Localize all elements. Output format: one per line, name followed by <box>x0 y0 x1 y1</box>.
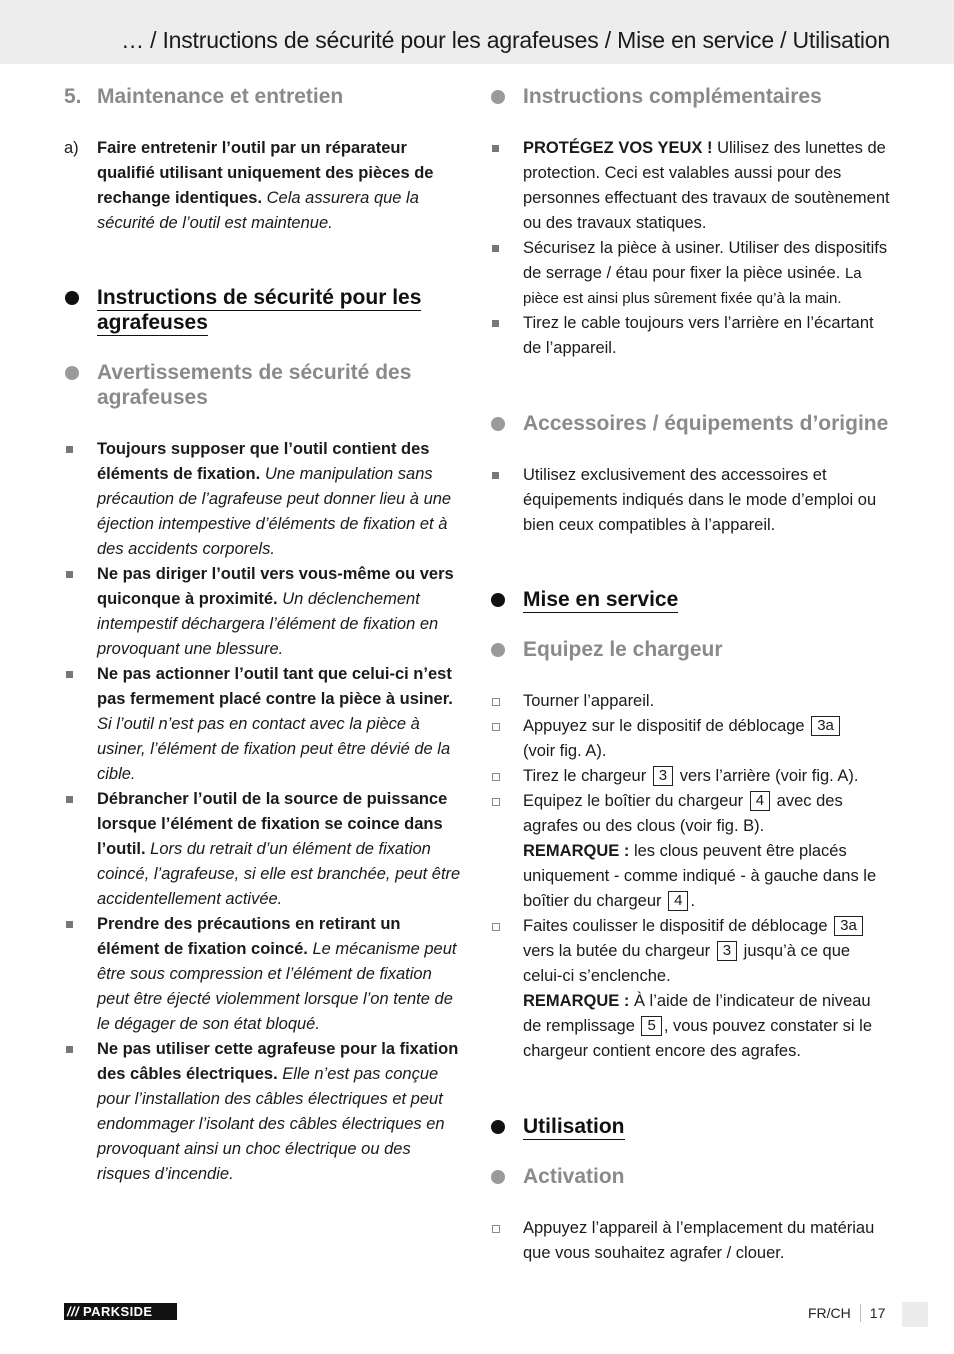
part-ref: 5 <box>641 1016 661 1036</box>
section-charger-title: Equipez le chargeur <box>490 637 890 662</box>
list-item: Débrancher l’outil de la source de puissance lorsque l’élément de fixation se coince dans l’outil. Lors du retrait d’un élément de fixation coincé, l’agrafeuse, si elle est branchée, peut être accidentellement activée. <box>64 787 464 912</box>
list-item: Toujours supposer que l’outil contient des éléments de fixation. Une manipulation sans précaution de l’agrafeuse peut donner lieu à une éjection intempestive d’éléments de fixation et à des accidents corporels. <box>64 437 464 562</box>
section-service-title: Mise en service <box>490 587 890 612</box>
right-column <box>490 84 890 1266</box>
charger-steps <box>490 689 890 1064</box>
list-item: Sécurisez la pièce à usiner. Utiliser des dispositifs de serrage / étau pour fixer la pièce usinée. La pièce est ainsi plus sûrement fixée qu’à la main. <box>490 236 890 311</box>
language-code: FR/CH <box>808 1305 851 1321</box>
section-maintenance-title: 5. Maintenance et entretien <box>64 85 344 108</box>
list-item: Ne pas actionner l’outil tant que celui-ci n’est pas fermement placé contre la pièce à usiner. Si l’outil n’est pas en contact avec la pièce à usiner, l’élément de fixation peut être dévié de la cible. <box>64 662 464 787</box>
accessories-list <box>490 463 890 538</box>
warnings-list <box>64 437 464 1187</box>
list-item: Prendre des précautions en retirant un élément de fixation coincé. Le mécanisme peut être sous compression et l’élément de fixation peut être éjecté violemment lorsque l’on tente de le dégager de son état bloqué. <box>64 912 464 1037</box>
page-number: 17 <box>869 1305 886 1321</box>
list-item: Tirez le chargeur 3 vers l’arrière (voir fig. A). <box>490 764 890 789</box>
list-item: Ne pas diriger l’outil vers vous-même ou vers quiconque à proximité. Un déclenchement intempestif déchargera l’élément de fixation en provoquant une blessure. <box>64 562 464 662</box>
bullet-square-icon <box>66 796 73 803</box>
checkbox-square-icon <box>492 723 500 731</box>
bullet-square-icon <box>492 145 499 152</box>
left-column <box>64 84 464 1187</box>
maintenance-item-a: a) Faire entretenir l’outil par un réparateur qualifié utilisant uniquement des pièces de rechange identiques. Cela assurera que la sécurité de l’outil est maintenue. <box>64 136 464 236</box>
bullet-square-icon <box>66 446 73 453</box>
checkbox-square-icon <box>492 773 500 781</box>
list-item: Appuyez l’appareil à l’emplacement du matériau que vous souhaitez agrafer / clouer. <box>490 1216 890 1266</box>
section-usage-title: Utilisation <box>490 1114 890 1139</box>
section-safety-title: Instructions de sécurité pour les agrafeuses <box>64 285 464 335</box>
part-ref: 3a <box>834 916 863 936</box>
list-item: Ne pas utiliser cette agrafeuse pour la fixation des câbles électriques. Elle n’est pas conçue pour l’installation des câbles électriques et peut endommager l’isolant des câbles électriques en provoquant ainsi un choc électrique ou des risques d’incendie. <box>64 1037 464 1187</box>
bullet-square-icon <box>66 571 73 578</box>
section-warnings-title: Avertissements de sécurité des agrafeuses <box>64 360 464 410</box>
checkbox-square-icon <box>492 923 500 931</box>
list-item: Faites coulisser le dispositif de déblocage 3a vers la butée du chargeur 3 jusqu’à ce que celui-ci s’enclenche. REMARQUE : À l’aide de l’indicateur de niveau de remplissage 5 , vous pouvez constater si le chargeur contient encore des agrafes. <box>490 914 890 1064</box>
bullet-square-icon <box>66 1046 73 1053</box>
list-item: Equipez le boîtier du chargeur 4 avec des agrafes ou des clous (voir fig. B). REMARQUE : les clous peuvent être placés uniquement - comme indiqué - à gauche dans le boîtier du chargeur 4 . <box>490 789 890 914</box>
section-complementary-title: Instructions complémentaires <box>490 84 890 109</box>
parkside-logo: /// PARKSIDE <box>64 1303 177 1320</box>
section-accessories-title: Accessoires / équipements d’origine <box>490 411 890 436</box>
list-item: Appuyez sur le dispositif de déblocage 3a (voir fig. A). <box>490 714 890 764</box>
part-ref: 3 <box>717 941 737 961</box>
bullet-square-icon <box>492 245 499 252</box>
footer-tab-box <box>902 1302 928 1327</box>
list-item: Tirez le cable toujours vers l’arrière en l’écartant de l’appareil. <box>490 311 890 361</box>
list-item: PROTÉGEZ VOS YEUX ! Ulilisez des lunettes de protection. Ceci est valables aussi pour des personnes effectuant des travaux de soutènement ou des travaux statiques. <box>490 136 890 236</box>
checkbox-square-icon <box>492 798 500 806</box>
page-footer-meta <box>808 1304 885 1322</box>
complementary-list <box>490 136 890 361</box>
part-ref: 4 <box>750 791 770 811</box>
checkbox-square-icon <box>492 698 500 706</box>
checkbox-square-icon <box>492 1225 500 1233</box>
activation-steps <box>490 1216 890 1266</box>
part-ref: 3 <box>653 766 673 786</box>
footer-divider <box>860 1304 861 1322</box>
list-item: Tourner l’appareil. <box>490 689 890 714</box>
page-header <box>0 0 954 64</box>
section-activation-title: Activation <box>490 1164 890 1189</box>
bullet-square-icon <box>66 671 73 678</box>
bullet-square-icon <box>492 320 499 327</box>
part-ref: 3a <box>811 716 840 736</box>
bullet-square-icon <box>492 472 499 479</box>
bullet-square-icon <box>66 921 73 928</box>
page-header-title: … / Instructions de sécurité pour les agrafeuses / Mise en service / Utilisation <box>121 27 890 53</box>
list-item: Utilisez exclusivement des accessoires et équipements indiqués dans le mode d’emploi ou bien ceux compatibles à l’appareil. <box>490 463 890 538</box>
list-marker: a) <box>64 139 79 157</box>
part-ref: 4 <box>668 891 688 911</box>
